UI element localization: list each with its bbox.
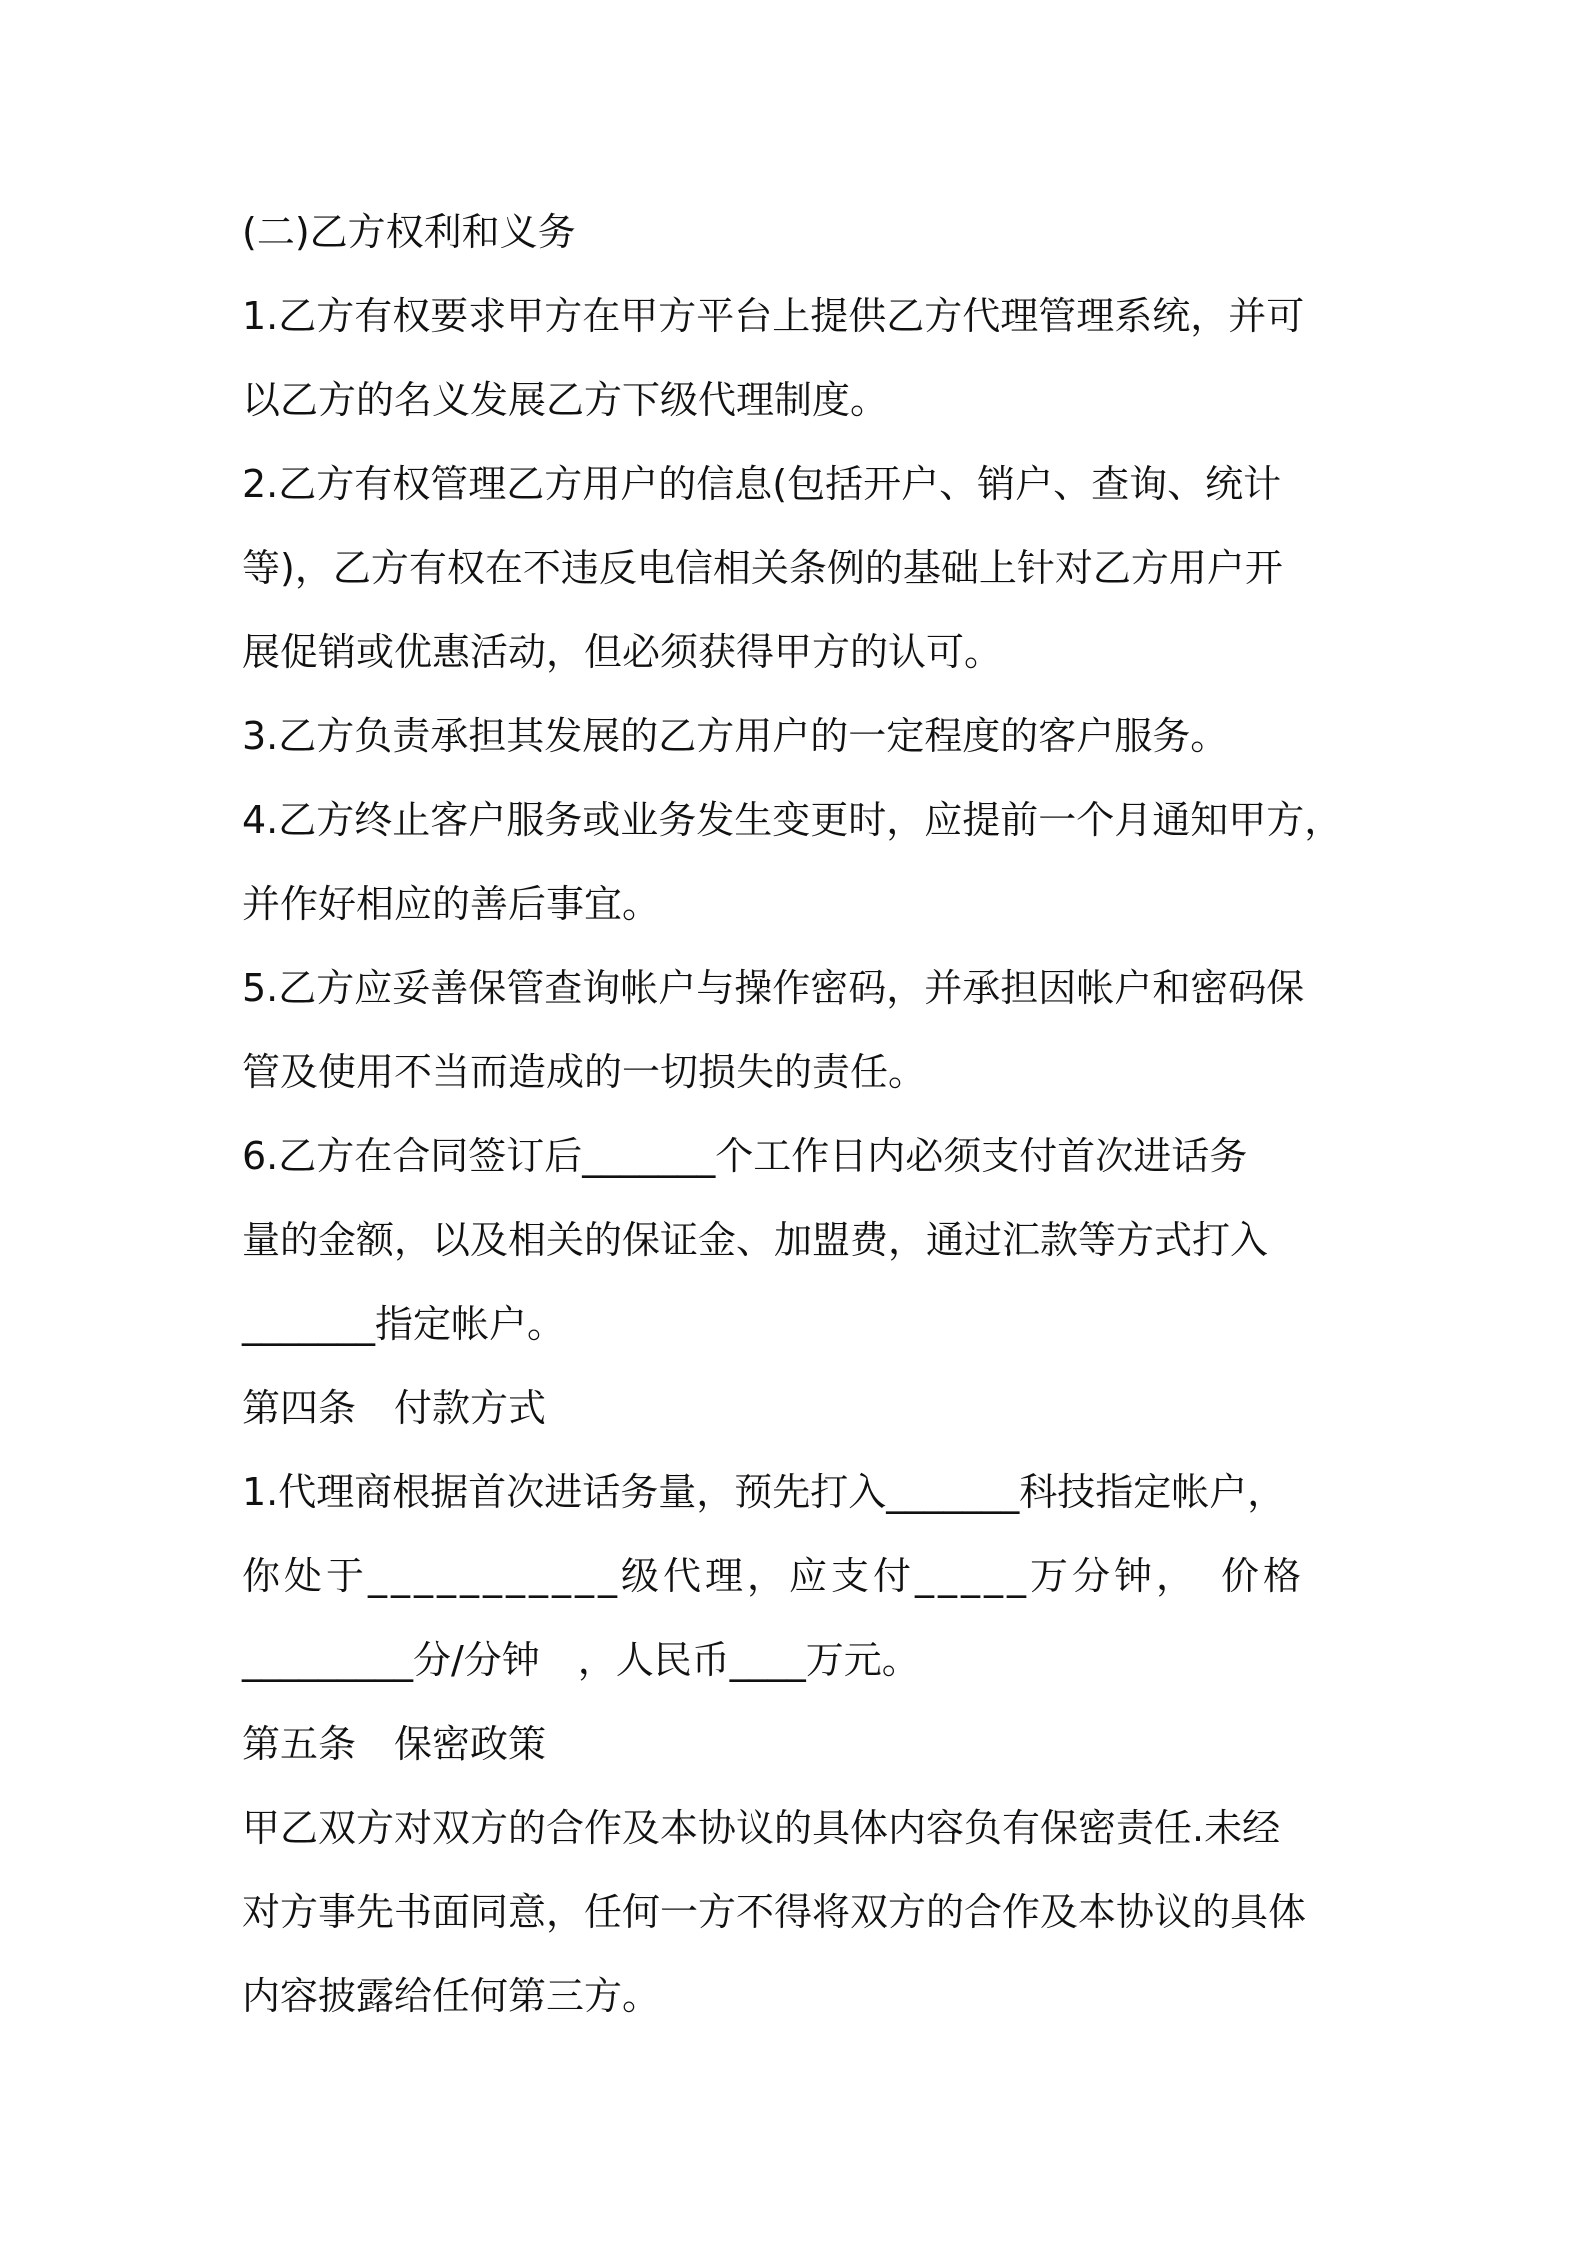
document-body (242, 190, 1362, 2038)
clause-4-line-1: 4.乙方终止客户服务或业务发生变更时，应提前一个月通知甲方， (242, 798, 1343, 842)
confidentiality-line-2: 对方事先书面同意，任何一方不得将双方的合作及本协议的具体 (242, 1890, 1307, 1934)
clause-1-line-1: 1.乙方有权要求甲方在甲方平台上提供乙方代理管理系统，并可 (242, 294, 1305, 338)
clause-4-line-2: 并作好相应的善后事宜。 (242, 882, 661, 926)
payment-clause-line-3: _________分/分钟 ，人民币____万元。 (242, 1638, 920, 1682)
clause-6-line-2: 量的金额，以及相关的保证金、加盟费，通过汇款等方式打入 (242, 1218, 1269, 1262)
clause-5-line-2: 管及使用不当而造成的一切损失的责任。 (242, 1050, 927, 1094)
section-heading-party-b-rights: (二)乙方权利和义务 (242, 210, 576, 254)
clause-6-line-1: 6.乙方在合同签订后_______个工作日内必须支付首次进话务 (242, 1134, 1248, 1178)
clause-2-line-3: 展促销或优惠活动，但必须获得甲方的认可。 (242, 630, 1003, 674)
clause-1-line-2: 以乙方的名义发展乙方下级代理制度。 (242, 378, 889, 422)
article-5-heading: 第五条 保密政策 (242, 1722, 547, 1766)
confidentiality-line-1: 甲乙双方对双方的合作及本协议的具体内容负有保密责任.未经 (242, 1806, 1281, 1850)
clause-2-line-1: 2.乙方有权管理乙方用户的信息(包括开户、销户、查询、统计 (242, 462, 1282, 506)
clause-2-line-2: 等)，乙方有权在不违反电信相关条例的基础上针对乙方用户开 (242, 546, 1283, 590)
payment-clause-line-1: 1.代理商根据首次进话务量，预先打入_______科技指定帐户， (242, 1470, 1286, 1514)
clause-3-line-1: 3.乙方负责承担其发展的乙方用户的一定程度的客户服务。 (242, 714, 1229, 758)
confidentiality-line-3: 内容披露给任何第三方。 (242, 1974, 661, 2018)
article-4-heading: 第四条 付款方式 (242, 1386, 547, 1430)
clause-5-line-1: 5.乙方应妥善保管查询帐户与操作密码，并承担因帐户和密码保 (242, 966, 1305, 1010)
clause-6-line-3: _______指定帐户。 (242, 1302, 566, 1346)
payment-clause-line-2: 你处于___________级代理，应支付_____万分钟， 价格 (242, 1554, 1306, 1598)
